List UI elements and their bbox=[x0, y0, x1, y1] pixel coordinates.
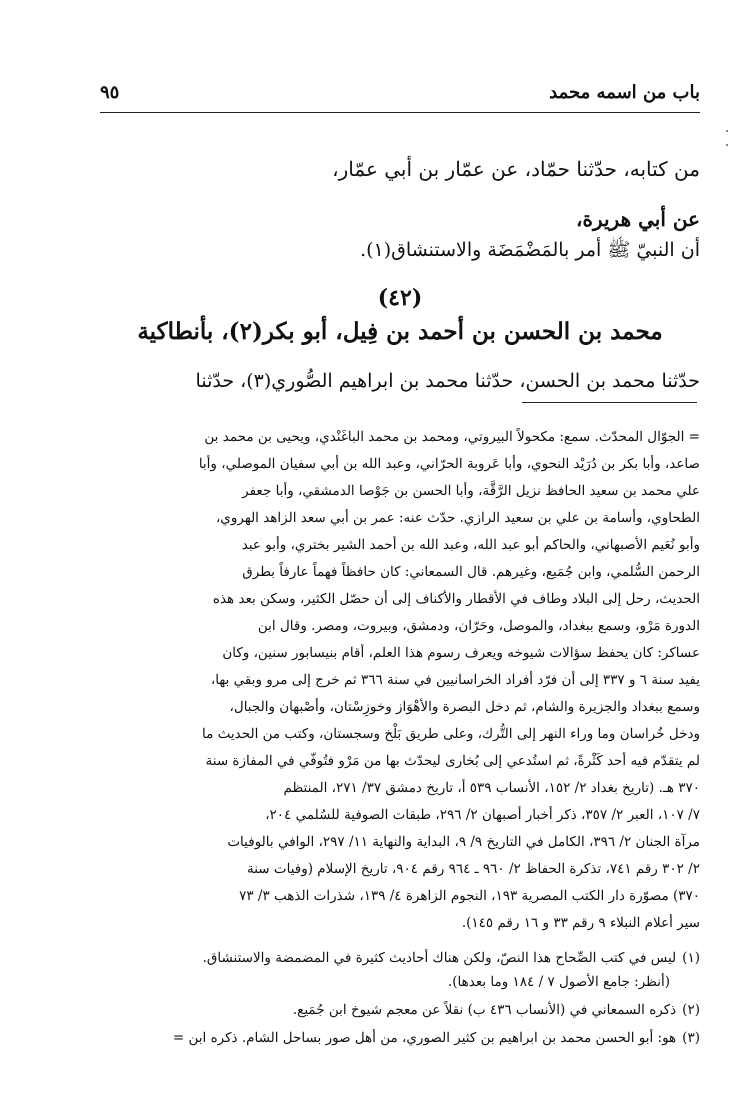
footnote-marker: (١) bbox=[682, 950, 700, 966]
scan-speck bbox=[726, 130, 728, 132]
footnote-marker: (٣) bbox=[682, 1030, 700, 1046]
footnote-line: الطحاوي، وأسامة بن علي بن سعيد الرازي. حدّث عنه: عمر بن أبي سعد الزاهد الهروي، bbox=[215, 510, 700, 526]
footnote-1 bbox=[98, 950, 700, 966]
footnote-line: ٣٧٠) مصوّرة دار الكتب المصرية ١٩٣، النجوم الزاهرة ٤/ ١٣٩، شذرات الذهب ٣/ ٧٣ bbox=[239, 888, 700, 904]
footnote-line: = الجوّال المحدّث. سمع: مكحولاً البيروتي، ومحمد بن محمد الباغَنْدي، ويحيى بن محمد بن bbox=[204, 429, 700, 445]
footnote-text: (أنظر: جامع الأصول ٧ / ١٨٤ وما بعدها). bbox=[447, 974, 670, 990]
footnote-2 bbox=[98, 1002, 700, 1018]
footnote-line: علي محمد بن سعيد الحافظ نزيل الرَّقَّة، وأبا الحسن بن جَوْصا الدمشقي، وأبا جعفر bbox=[242, 483, 700, 499]
footnote-rule bbox=[522, 402, 697, 403]
header-rule bbox=[100, 112, 700, 113]
footnote-text: ذكره السمعاني في (الأنساب ٤٣٦ ب) نقلاً عن معجم شيوخ ابن جُمَيع. bbox=[292, 1002, 677, 1018]
hadith-line: من كتابه، حدّثنا حمّاد، عن عمّار بن أبي عمّار، bbox=[332, 157, 700, 181]
footnote-line: يفيد سنة ٦ و ٣٣٧ إلى أن فرّد أفراد الخراسانيين في سنة ٣٦٦ ثم خرج إلى مرو وبقي بها، bbox=[210, 672, 700, 688]
footnote-line: سير أعلام النبلاء ٩ رقم ٣٣ و ١٦ رقم ١٤٥). bbox=[461, 915, 700, 931]
footnote-text: هو: أبو الحسن محمد بن ابراهيم بن كثير الصوري، من أهل صور بساحل الشام. ذكره ابن = bbox=[172, 1030, 677, 1046]
footnote-line: ٢/ ٣٠٢ رقم ٧٤١، تذكرة الحفاظ ٢/ ٩٦٠ ـ ٩٦٤ رقم ٩٠٤، تاريخ الإسلام (وفيات سنة bbox=[246, 861, 700, 877]
footnote-line: ٣٧٠ هـ. (تاريخ بغداد ٢/ ١٥٢، الأنساب ٥٣٩ أ، تاريخ دمشق ٣٧/ ٢٧١، المنتظم bbox=[283, 780, 700, 796]
footnote-marker: (٢) bbox=[682, 1002, 700, 1018]
page-number: ٩٥ bbox=[100, 82, 120, 103]
footnote-line: عساكر: كان يحفظ سؤالات شيوخه ويعرف رسوم هذا العلم، أقام بنيسابور سنين، وكان bbox=[222, 645, 700, 661]
footnote-line: لم يتقدّم فيه أحد كَثْرةً، ثم استُدعي إلى بُخارى ليحدّث بها من مَرْو فتُوفّي في المفازة سنة bbox=[205, 753, 700, 769]
hadith-line: عن أبي هريرة، bbox=[576, 207, 700, 231]
footnote-line: الرحمن السُّلمي، وابن جُمَيع، وغيرهم. قال السمعاني: كان حافظاً فهماً عارفاً بطرق bbox=[242, 564, 700, 580]
scan-speck bbox=[726, 144, 728, 146]
entry-heading: محمد بن الحسن بن أحمد بن فِيل، أبو بكر(٢)، بأنطاكية bbox=[137, 318, 663, 345]
footnote-continuation bbox=[98, 424, 700, 937]
footnote-line: مرآة الجنان ٢/ ٣٩٦، الكامل في التاريخ ٩/ ٩، البداية والنهاية ١١/ ٢٩٧، الوافي بالوفيات bbox=[227, 834, 700, 850]
entry-number: (٤٢) bbox=[377, 285, 423, 311]
footnote-1-continued bbox=[98, 974, 700, 990]
footnote-line: وأبو نُعَيم الأصبهاني، والحاكم أبو عبد الله، وعبد الله بن أحمد الشير بختري، وأبو عبد bbox=[241, 537, 700, 553]
hadith-line: أن النبيّ ﷺ أمر بالمَضْمَضَة والاستنشاق(١). bbox=[360, 239, 700, 261]
footnote-line: صاعد، وأبا بكر بن دُرَيْد النحوي، وأبا عَروبة الحرّاني، وعبد الله بن أبي سفيان الموصلي، وأبا bbox=[198, 456, 700, 472]
footnote-3 bbox=[98, 1030, 700, 1046]
footnote-line: الدورة مَرْو، وسمع ببغداد، والموصل، وحَرّان، ودمشق، وبيروت، ومصر. وقال ابن bbox=[257, 618, 700, 634]
footnote-line: الحديث، رحل إلى البلاد وطاف في الأقطار والأكناف إلى أن حصّل الكثير، وسكن بعد هذه bbox=[212, 591, 700, 607]
running-header bbox=[100, 82, 700, 110]
footnote-line: ودخل خُراسان وما وراء النهر إلى التُّرك، وعلى طريق بَلْخ وسجستان، وكتب من الحديث ما bbox=[202, 726, 700, 742]
footnote-text: ليس في كتب الصِّحاح هذا النصّ، ولكن هناك أحاديث كثيرة في المضمضة والاستنشاق. bbox=[202, 950, 677, 966]
footnote-line: وسمع ببغداد والجزيرة والشام، ثم دخل البصرة والأهْوَاز وخوزِسْتان، وأصْبهان والجبال، bbox=[229, 699, 700, 715]
footnote-line: ٧/ ١٠٧، العبر ٢/ ٣٥٧، ذكر أخبار أصبهان ٢/ ٢٩٦، طبقات الصوفية للسُلمي ٢٠٤، bbox=[265, 807, 700, 823]
isnad-line: حدّثنا محمد بن الحسن، حدّثنا محمد بن ابراهيم الصُّوري(٣)، حدّثنا bbox=[195, 370, 700, 392]
chapter-title: باب من اسمه محمد bbox=[549, 82, 700, 103]
